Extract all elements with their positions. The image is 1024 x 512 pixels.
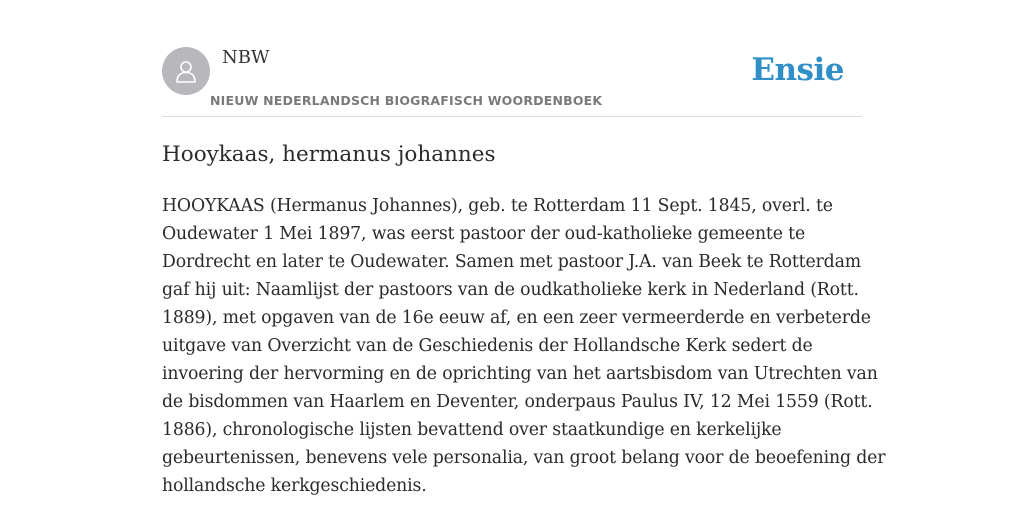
article-line: invoering der hervorming en de oprichting van het aartsbisdom van Utrechten van — [162, 364, 878, 384]
page — [162, 0, 886, 496]
article-line: 1889), met opgaven van de 16e eeuw af, en een zeer vermeerderde en verbeterde — [162, 308, 871, 328]
article-line: gebeurtenissen, benevens vele personalia, van groot belang voor de beoefening der — [162, 448, 886, 468]
avatar[interactable] — [162, 47, 210, 95]
source-title: NIEUW NEDERLANDSCH BIOGRAFISCH WOORDENBOEK — [210, 93, 603, 108]
author-name[interactable]: NBW — [222, 47, 270, 68]
article-line: uitgave van Overzicht van de Geschiedenis der Hollandsche Kerk sedert de — [162, 336, 813, 356]
brand-logo[interactable]: Ensie — [751, 52, 844, 88]
article-line: 1886), chronologische lijsten bevattend over staatkundige en kerkelijke — [162, 420, 782, 440]
article-line: gaf hij uit: Naamlijst der pastoors van de oudkatholieke kerk in Nederland (Rott. — [162, 280, 859, 300]
header — [162, 0, 862, 117]
article-line: Oudewater 1 Mei 1897, was eerst pastoor der oud-katholieke gemeente te — [162, 224, 806, 244]
article-line: Dordrecht en later te Oudewater. Samen met pastoor J.A. van Beek te Rotterdam — [162, 252, 861, 272]
page-title: Hooykaas, hermanus johannes — [162, 142, 496, 167]
article-body — [162, 192, 886, 500]
user-icon — [172, 57, 200, 85]
article-line: de bisdommen van Haarlem en Deventer, onderpaus Paulus IV, 12 Mei 1559 (Rott. — [162, 392, 873, 412]
article-line: hollandsche kerkgeschiedenis. — [162, 476, 427, 496]
article-line: HOOYKAAS (Hermanus Johannes), geb. te Rotterdam 11 Sept. 1845, overl. te — [162, 196, 833, 216]
